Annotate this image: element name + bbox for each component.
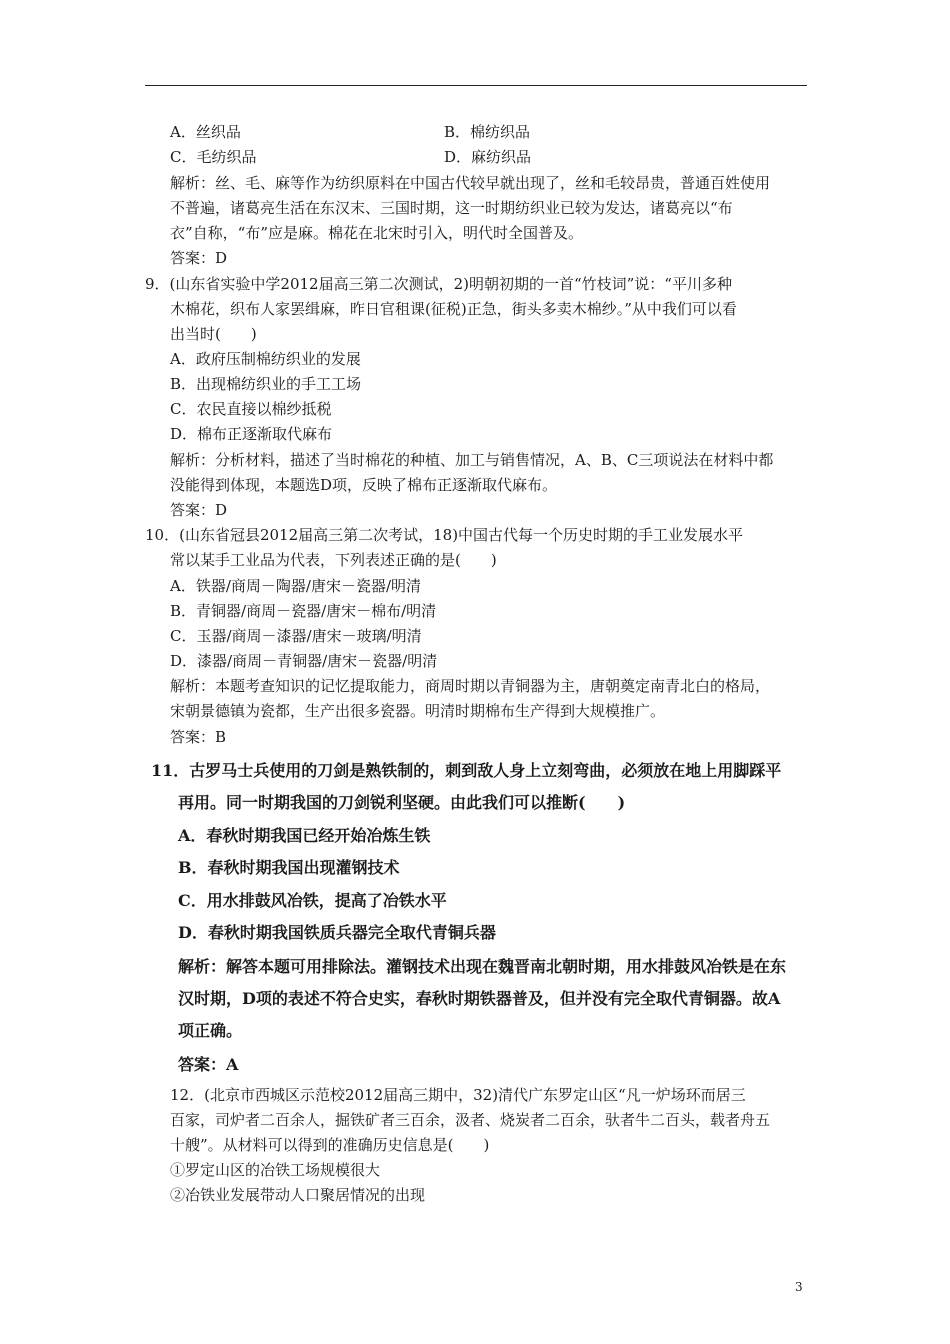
q10-option-a: A．铁器/商周－陶器/唐宋－瓷器/明清: [170, 577, 421, 595]
q11-option-c: C．用水排鼓风冶铁，提高了冶铁水平: [178, 891, 447, 910]
q12-stem-line: 12．(北京市西城区示范校2012届高三期中，32)清代广东罗定山区“凡一炉场环而居三: [170, 1086, 746, 1104]
q11-option-a: A．春秋时期我国已经开始冶炼生铁: [178, 826, 431, 845]
q10-option-c: C．玉器/商周－漆器/唐宋－玻璃/明清: [170, 627, 422, 645]
q9-answer: 答案：D: [170, 501, 228, 519]
q10-answer: 答案：B: [170, 728, 227, 746]
q9-stem-line: 出当时( ): [170, 325, 257, 343]
q10-stem-line: 10．(山东省冠县2012届高三第二次考试，18)中国古代每一个历史时期的手工业发展水平: [145, 526, 744, 544]
q9-option-d: D．棉布正逐渐取代麻布: [170, 425, 333, 443]
q8-option-c: C．毛纺织品: [170, 148, 257, 166]
header-rule: [145, 85, 807, 86]
q10-analysis-line: 宋朝景德镇为瓷都，生产出很多瓷器。明清时期棉布生产得到大规模推广。: [170, 702, 666, 720]
q12-stem-line: 十艘”。从材料可以得到的准确历史信息是( ): [170, 1136, 490, 1154]
q11-analysis-line: 汉时期，D项的表述不符合史实，春秋时期铁器普及，但并没有完全取代青铜器。故A: [178, 989, 781, 1008]
q11-option-b: B．春秋时期我国出现灌钢技术: [178, 858, 400, 877]
q12-item: ①罗定山区的冶铁工场规模很大: [170, 1161, 381, 1179]
q11-stem-line: 再用。同一时期我国的刀剑锐利坚硬。由此我们可以推断( ): [178, 793, 626, 812]
q9-option-c: C．农民直接以棉纱抵税: [170, 400, 332, 418]
q9-stem-line: 9．(山东省实验中学2012届高三第二次测试，2)明朝初期的一首“竹枝词”说：“平川多种: [145, 275, 732, 293]
q9-option-a: A．政府压制棉纺织业的发展: [170, 350, 361, 368]
q11-analysis-line: 解析：解答本题可用排除法。灌钢技术出现在魏晋南北朝时期，用水排鼓风冶铁是在东: [178, 957, 787, 976]
q11-answer: 答案：A: [178, 1055, 239, 1074]
q11-stem-line: 11．古罗马士兵使用的刀剑是熟铁制的，刺到敌人身上立刻弯曲，必须放在地上用脚踩平: [151, 761, 782, 780]
page-number: 3: [795, 1280, 803, 1294]
q8-analysis-line: 衣”自称，“布”应是麻。棉花在北宋时引入，明代时全国普及。: [170, 224, 584, 242]
q10-analysis-line: 解析：本题考查知识的记忆提取能力，商周时期以青铜器为主，唐朝奠定南青北白的格局，: [170, 677, 771, 695]
q8-option-d: D．麻纺织品: [444, 148, 532, 166]
q8-analysis-line: 不普遍，诸葛亮生活在东汉末、三国时期，这一时期纺织业已较为发达，诸葛亮以“布: [170, 199, 733, 217]
q8-analysis-line: 解析：丝、毛、麻等作为纺织原料在中国古代较早就出现了，丝和毛较昂贵，普通百姓使用: [170, 174, 771, 192]
q11-analysis-line: 项正确。: [178, 1021, 243, 1040]
q8-answer: 答案：D: [170, 249, 228, 267]
q9-analysis-line: 没能得到体现，本题选D项，反映了棉布正逐渐取代麻布。: [170, 476, 558, 494]
q9-stem-line: 木棉花，织布人家罢缉麻，昨日官租课(征税)正急，街头多卖木棉纱。”从中我们可以看: [170, 300, 737, 318]
q8-option-b: B．棉纺织品: [444, 123, 531, 141]
q8-option-a: A．丝织品: [170, 123, 241, 141]
q9-analysis-line: 解析：分析材料，描述了当时棉花的种植、加工与销售情况，A、B、C三项说法在材料中都: [170, 451, 774, 469]
q9-option-b: B．出现棉纺织业的手工工场: [170, 375, 362, 393]
q10-option-b: B．青铜器/商周－瓷器/唐宋－棉布/明清: [170, 602, 437, 620]
q12-stem-line: 百家，司炉者二百余人，掘铁矿者三百余，汲者、烧炭者二百余，驮者牛二百头，载者舟五: [170, 1111, 771, 1129]
q10-option-d: D．漆器/商周－青铜器/唐宋－瓷器/明清: [170, 652, 438, 670]
q11-option-d: D．春秋时期我国铁质兵器完全取代青铜兵器: [178, 923, 496, 942]
q12-item: ②冶铁业发展带动人口聚居情况的出现: [170, 1186, 426, 1204]
q10-stem-line: 常以某手工业品为代表，下列表述正确的是( ): [170, 551, 497, 569]
